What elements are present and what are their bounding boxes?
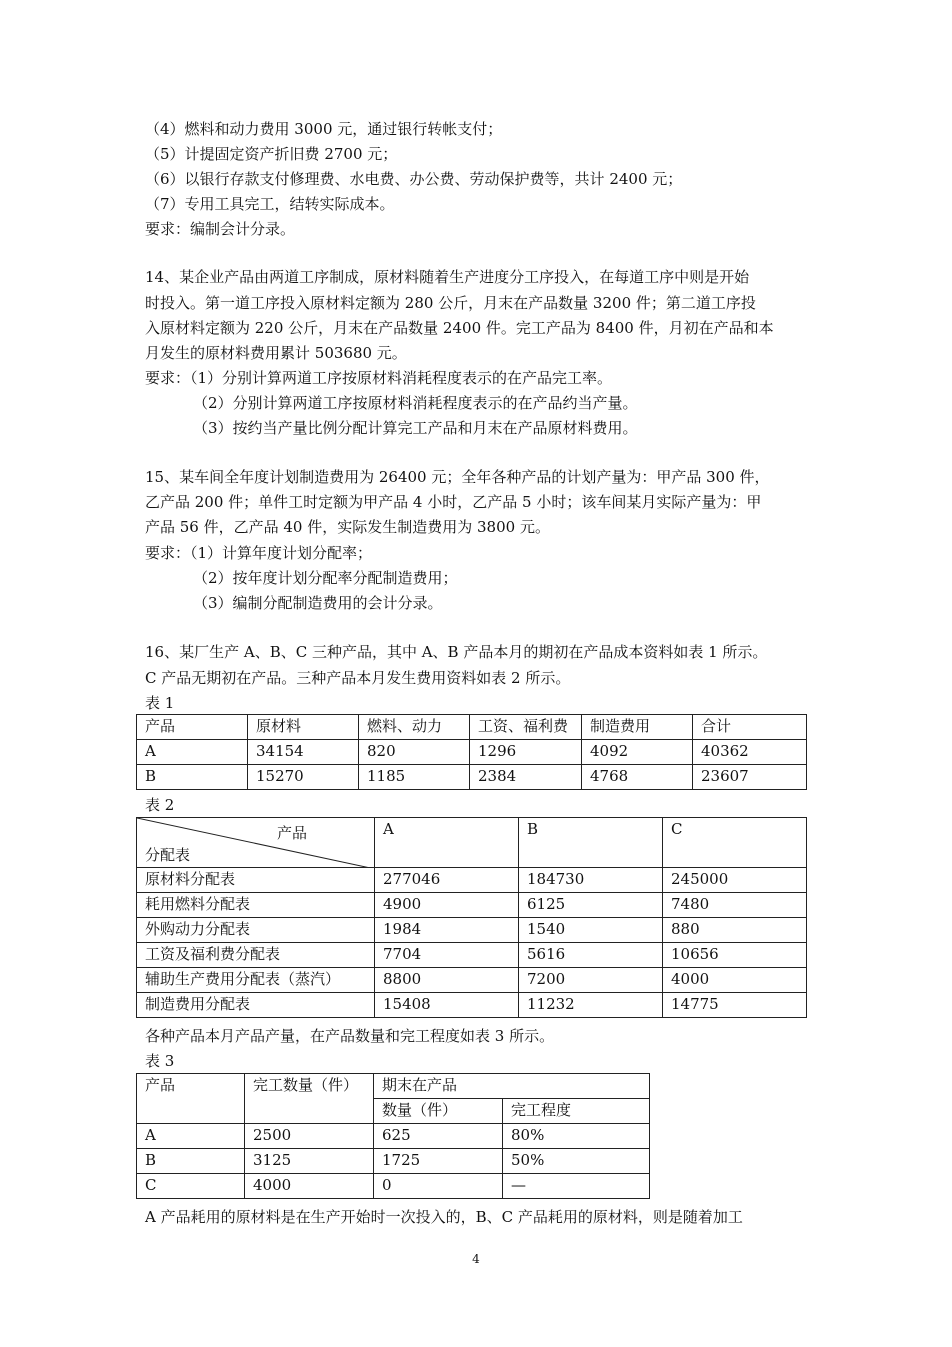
header-cell: A bbox=[375, 818, 519, 868]
table-cell: 50% bbox=[503, 1149, 650, 1174]
page-number: 4 bbox=[472, 1252, 480, 1266]
table-row bbox=[137, 740, 807, 765]
table-row bbox=[137, 993, 807, 1018]
table-cell: 1185 bbox=[359, 765, 470, 790]
question-15-line: 产品 56 件，乙产品 40 件，实际发生制造费用为 3800 元。 bbox=[145, 518, 550, 536]
table-cell: 11232 bbox=[519, 993, 663, 1018]
header-cell: 产品 bbox=[137, 1074, 245, 1124]
table-cell: 34154 bbox=[248, 740, 359, 765]
question-16-line: C 产品无期初在产品。三种产品本月发生费用资料如表 2 所示。 bbox=[145, 669, 571, 687]
table-cell: C bbox=[137, 1174, 245, 1199]
table-header-row bbox=[137, 1074, 650, 1099]
table-cell: 1725 bbox=[374, 1149, 503, 1174]
requirement-line: 要求：（1）计算年度计划分配率； bbox=[145, 544, 373, 562]
table-row bbox=[137, 1174, 650, 1199]
header-cell: 燃料、动力 bbox=[359, 715, 470, 740]
question-15-line: 乙产品 200 件；单件工时定额为甲产品 4 小时，乙产品 5 小时；该车间某月实际产量为：甲 bbox=[145, 493, 762, 511]
table-cell: 23607 bbox=[693, 765, 807, 790]
table-cell: 4768 bbox=[582, 765, 693, 790]
header-cell: 制造费用 bbox=[582, 715, 693, 740]
table-row bbox=[137, 868, 807, 893]
table-cell: 辅助生产费用分配表（蒸汽） bbox=[137, 968, 375, 993]
table-cell: 880 bbox=[663, 918, 807, 943]
table-1 bbox=[136, 714, 807, 790]
question-15-line: 15、某车间全年度计划制造费用为 26400 元；全年各种产品的计划产量为：甲产品 300 件， bbox=[145, 468, 770, 486]
table-cell: 14775 bbox=[663, 993, 807, 1018]
table-header-row bbox=[137, 818, 807, 868]
table-cell: 184730 bbox=[519, 868, 663, 893]
corner-label-table: 分配表 bbox=[145, 846, 191, 864]
table-cell: 40362 bbox=[693, 740, 807, 765]
table-cell: 原材料分配表 bbox=[137, 868, 375, 893]
table-cell: 7200 bbox=[519, 968, 663, 993]
table-cell: 7480 bbox=[663, 893, 807, 918]
table-cell: 15408 bbox=[375, 993, 519, 1018]
table-cell: A bbox=[137, 740, 248, 765]
text-line: （7）专用工具完工，结转实际成本。 bbox=[145, 195, 395, 213]
table-row bbox=[137, 765, 807, 790]
question-14-line: 月发生的原材料费用累计 503680 元。 bbox=[145, 344, 407, 362]
header-cell: 完工数量（件） bbox=[245, 1074, 374, 1124]
text-line: （6）以银行存款支付修理费、水电费、办公费、劳动保护费等，共计 2400 元； bbox=[145, 170, 683, 188]
header-cell: B bbox=[519, 818, 663, 868]
table-cell: 6125 bbox=[519, 893, 663, 918]
table-cell: A bbox=[137, 1124, 245, 1149]
table-cell: 耗用燃料分配表 bbox=[137, 893, 375, 918]
table-cell: 245000 bbox=[663, 868, 807, 893]
table-row bbox=[137, 1124, 650, 1149]
table-header-row bbox=[137, 715, 807, 740]
table-cell: B bbox=[137, 1149, 245, 1174]
table-3-caption: 表 3 bbox=[145, 1052, 175, 1070]
table-1-caption: 表 1 bbox=[145, 694, 175, 712]
table-cell: 80% bbox=[503, 1124, 650, 1149]
table-cell: 4900 bbox=[375, 893, 519, 918]
table-cell: 4000 bbox=[245, 1174, 374, 1199]
table-cell: 0 bbox=[374, 1174, 503, 1199]
header-cell: 合计 bbox=[693, 715, 807, 740]
header-cell: 工资、福利费 bbox=[470, 715, 582, 740]
table-cell: 外购动力分配表 bbox=[137, 918, 375, 943]
table-cell: 2384 bbox=[470, 765, 582, 790]
text-line: 各种产品本月产品产量，在产品数量和完工程度如表 3 所示。 bbox=[145, 1027, 555, 1045]
table-3 bbox=[136, 1073, 650, 1199]
table-cell: 3125 bbox=[245, 1149, 374, 1174]
table-cell: 820 bbox=[359, 740, 470, 765]
table-cell: 277046 bbox=[375, 868, 519, 893]
header-cell: C bbox=[663, 818, 807, 868]
table-cell: 2500 bbox=[245, 1124, 374, 1149]
table-cell: 工资及福利费分配表 bbox=[137, 943, 375, 968]
text-line: A 产品耗用的原材料是在生产开始时一次投入的，B、C 产品耗用的原材料，则是随着加工 bbox=[145, 1208, 743, 1226]
requirement-line: （3）按约当产量比例分配计算完工产品和月末在产品原材料费用。 bbox=[193, 419, 638, 437]
table-row bbox=[137, 918, 807, 943]
requirement-line: （2）分别计算两道工序按原材料消耗程度表示的在产品约当产量。 bbox=[193, 394, 638, 412]
requirement-line: 要求：编制会计分录。 bbox=[145, 220, 296, 238]
table-row bbox=[137, 1149, 650, 1174]
table-cell: 7704 bbox=[375, 943, 519, 968]
question-14-line: 时投入。第一道工序投入原材料定额为 280 公斤，月末在产品数量 3200 件；第二道工序投 bbox=[145, 294, 756, 312]
table-cell: — bbox=[503, 1174, 650, 1199]
corner-label-product: 产品 bbox=[277, 824, 308, 842]
table-row bbox=[137, 968, 807, 993]
table-cell: 625 bbox=[374, 1124, 503, 1149]
requirement-line: （2）按年度计划分配率分配制造费用； bbox=[193, 569, 458, 587]
table-cell: 1296 bbox=[470, 740, 582, 765]
table-cell: 1984 bbox=[375, 918, 519, 943]
requirement-line: （3）编制分配制造费用的会计分录。 bbox=[193, 594, 443, 612]
question-16-line: 16、某厂生产 A、B、C 三种产品，其中 A、B 产品本月的期初在产品成本资料如表 1 所示。 bbox=[145, 643, 768, 661]
header-cell: 原材料 bbox=[248, 715, 359, 740]
question-14-line: 入原材料定额为 220 公斤，月末在产品数量 2400 件。完工产品为 8400 件，月初在产品和本 bbox=[145, 319, 774, 337]
table-cell: B bbox=[137, 765, 248, 790]
header-cell: 完工程度 bbox=[503, 1099, 650, 1124]
table-cell: 15270 bbox=[248, 765, 359, 790]
table-2 bbox=[136, 817, 807, 1018]
table-cell: 5616 bbox=[519, 943, 663, 968]
table-row bbox=[137, 943, 807, 968]
header-cell: 产品 bbox=[137, 715, 248, 740]
diagonal-header-cell bbox=[137, 818, 375, 868]
table-cell: 1540 bbox=[519, 918, 663, 943]
table-row bbox=[137, 893, 807, 918]
table-cell: 制造费用分配表 bbox=[137, 993, 375, 1018]
table-cell: 4000 bbox=[663, 968, 807, 993]
text-line: （4）燃料和动力费用 3000 元，通过银行转帐支付； bbox=[145, 120, 503, 138]
table-cell: 10656 bbox=[663, 943, 807, 968]
table-cell: 8800 bbox=[375, 968, 519, 993]
text-line: （5）计提固定资产折旧费 2700 元； bbox=[145, 145, 398, 163]
requirement-line: 要求：（1）分别计算两道工序按原材料消耗程度表示的在产品完工率。 bbox=[145, 369, 613, 387]
table-2-caption: 表 2 bbox=[145, 796, 175, 814]
question-14-line: 14、某企业产品由两道工序制成，原材料随着生产进度分工序投入，在每道工序中则是开始 bbox=[145, 268, 750, 286]
header-cell: 期末在产品 bbox=[374, 1074, 650, 1099]
header-cell: 数量（件） bbox=[374, 1099, 503, 1124]
table-cell: 4092 bbox=[582, 740, 693, 765]
